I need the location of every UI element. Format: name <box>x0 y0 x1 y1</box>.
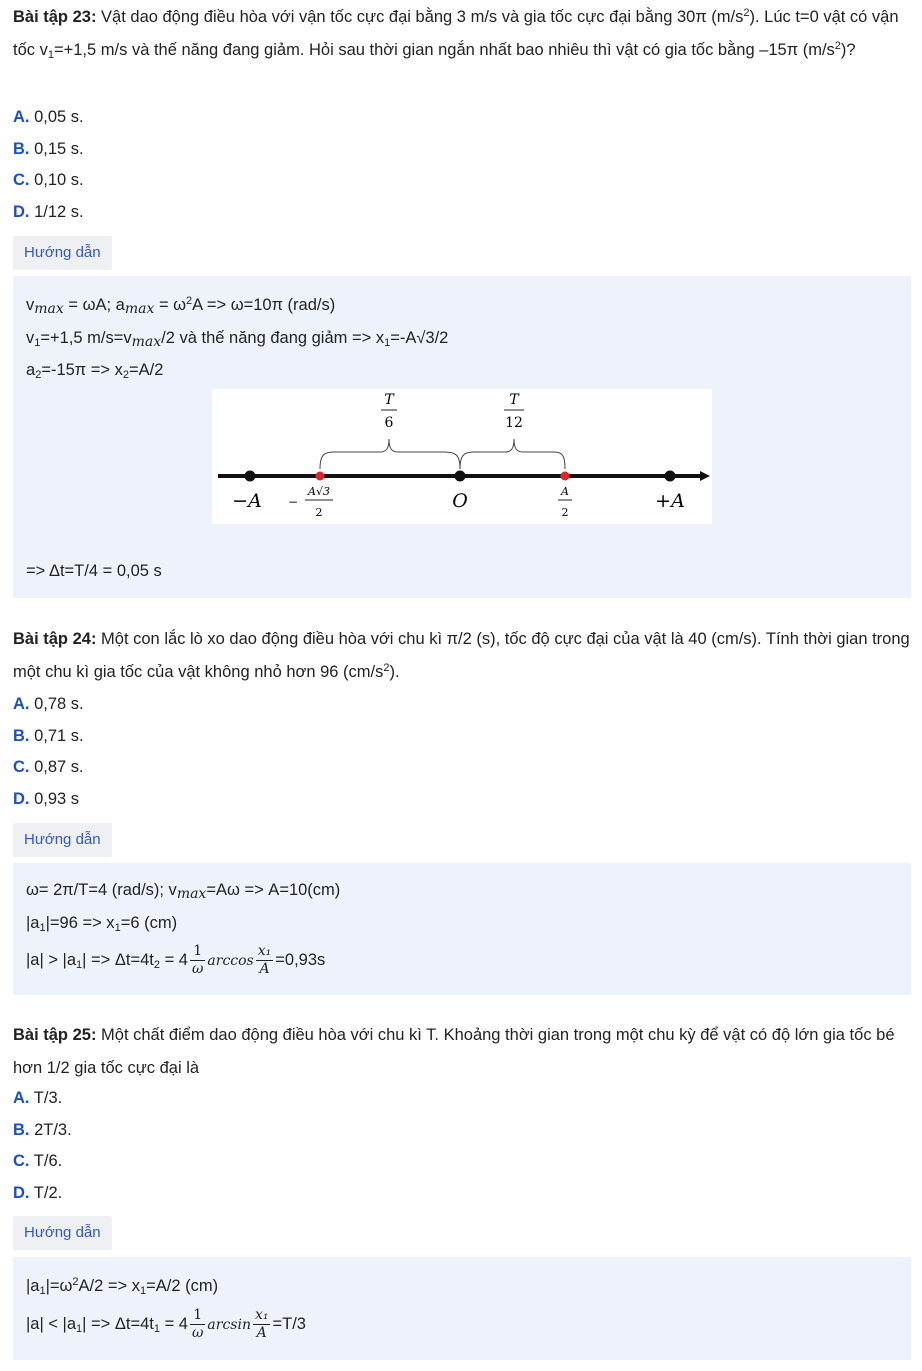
fraction: $\frac{1}{\omega}$ <box>191 1306 204 1341</box>
option-a[interactable]: A. 0,78 s. <box>13 695 84 713</box>
label-minus-a: −A <box>232 490 262 512</box>
fraction: $\frac{\text{x₁}}{A}$ <box>257 943 272 977</box>
exercise-24-question: Bài tập 24: Một con lắc lò xo dao động điều hòa với chu kì π/2 (s), tốc độ cực đại của vật là 40 (cm/s). Tính thời gian trong một chu kì gia tốc của vật không nhỏ hơn 96 $(cm/s^2)$. <box>13 630 910 681</box>
label-origin: O <box>452 490 468 512</box>
solution-line: $v_{max} = \omega A$; $a_{max} = \omega^2A => \omega=10\pi$ (rad/s) <box>26 295 336 317</box>
exercise-24-solution <box>13 863 911 995</box>
label-a-sqrt3: A√3 <box>308 485 330 498</box>
label-t-over-12-num: T <box>509 392 519 408</box>
label-t-over-12-den: 12 <box>505 415 523 431</box>
option-c[interactable]: C. T/6. <box>13 1152 63 1171</box>
option-c[interactable]: C. 0,87 s. <box>13 758 84 777</box>
exercise-23-question: Bài tập 23: Vật dao động điều hòa với vận tốc cực đại bằng 3 m/s và gia tốc cực đại bằng 30π $(m/s^2)$. Lúc t=0 vật có vận tốc $v_1=+1,5$ m/s và thế năng đang giảm. Hỏi sau thời gian ngắn nhất bao nhiêu thì vật có gia tốc bằng –15π $(m/s^2)$? <box>13 7 899 61</box>
guide-toggle-25[interactable]: Hướng dẫn <box>13 1216 112 1250</box>
option-b[interactable]: B. 2T/3. <box>13 1120 72 1139</box>
point-origin <box>455 471 466 482</box>
solution-line: $|a| < |a_1| => \Delta t=4t_1 = 4$ $\frac{1}{\omega}$ arcsin $\frac{\text{x₁}}{A}$ =T/3 <box>26 1306 306 1341</box>
exercise-label: Bài tập 24: <box>13 630 97 648</box>
label-two: 2 <box>315 506 323 519</box>
exercise-23-solution <box>13 276 911 598</box>
guide-toggle-24[interactable]: Hướng dẫn <box>13 823 112 857</box>
option-b[interactable]: B. 0,15 s. <box>13 139 84 158</box>
point-x2 <box>561 472 570 481</box>
fraction: $\frac{\text{x₁}}{A}$ <box>254 1306 269 1341</box>
point-x1 <box>316 472 325 481</box>
label-neg-sign: − <box>287 495 299 509</box>
guide-toggle-23[interactable]: Hướng dẫn <box>13 236 112 270</box>
label-a-half-den: 2 <box>561 506 569 519</box>
exercise-23-options <box>13 102 84 228</box>
oscillation-axis-figure <box>212 389 712 524</box>
option-c[interactable]: C. 0,10 s. <box>13 171 84 190</box>
label-t-over-6-num: T <box>384 392 394 408</box>
exercise-25-question: Bài tập 25: Một chất điểm dao động điều hòa với chu kì T. Khoảng thời gian trong một chu kỳ để vật có độ lớn gia tốc bé hơn 1/2 gia tốc cực đại là <box>13 1026 895 1077</box>
label-a-half-num: A <box>561 485 569 498</box>
exercise-label: Bài tập 25: <box>13 1026 97 1044</box>
solution-line: $|a_1|=96 => x_1=6$ (cm) <box>26 913 178 934</box>
exercise-24-options <box>13 689 84 815</box>
label-t-over-6-den: 6 <box>384 415 394 431</box>
option-d[interactable]: D. 1/12 s. <box>13 202 84 221</box>
solution-line: $|a_1|=\omega^2A/2 => x_1=A/2$ (cm) <box>26 1276 219 1297</box>
solution-line: $v_1=+1,5$ $m/s=v_{max}/2$ và thế năng đang giảm => $x_1=-A√3/2$ <box>26 328 449 350</box>
solution-line: ω= 2π/T=4 (rad/s); $v_{max}=A\omega => A=10(cm)$ <box>26 881 341 902</box>
point-minus-a <box>245 471 256 482</box>
fraction: $\frac{1}{\omega}$ <box>191 943 204 977</box>
label-plus-a: +A <box>655 490 685 512</box>
option-a[interactable]: A. 0,05 s. <box>13 108 84 126</box>
option-d[interactable]: D. 0,93 s <box>13 789 80 808</box>
solution-line: $|a| > |a_1| => \Delta t=4t_2 = 4$ $\frac{1}{\omega}$ arccos $\frac{\text{x₁}}{A}$ =0,93s <box>26 943 326 977</box>
option-a[interactable]: A. T/3. <box>13 1089 63 1107</box>
point-plus-a <box>665 471 676 482</box>
option-b[interactable]: B. 0,71 s. <box>13 726 84 745</box>
exercise-label: Bài tập 23: <box>13 8 97 26</box>
option-d[interactable]: D. T/2. <box>13 1183 63 1202</box>
exercise-25-options <box>13 1083 72 1209</box>
exercise-25-solution <box>13 1257 911 1360</box>
solution-result: => Δt=T/4 = 0,05 s <box>26 562 162 580</box>
solution-line: $a_2=-15\pi => x_2=A/2$ <box>26 361 164 381</box>
